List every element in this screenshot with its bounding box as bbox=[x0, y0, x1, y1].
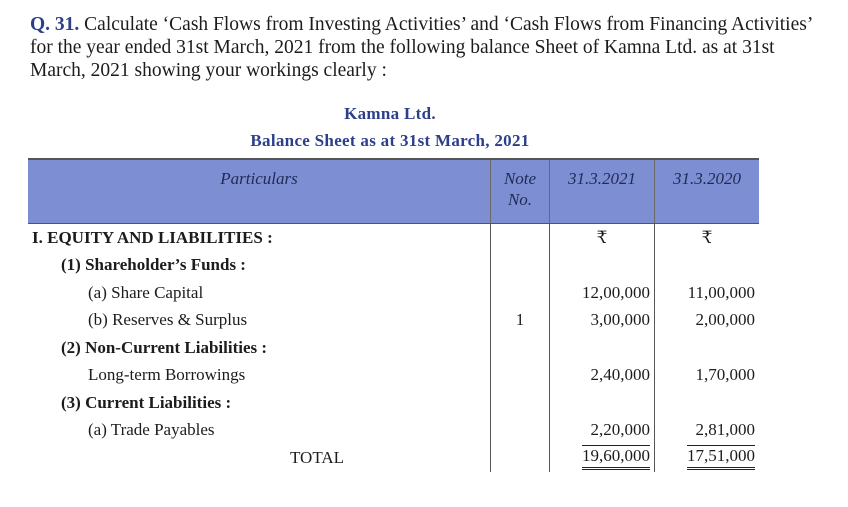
balance-sheet-title: Balance Sheet as at 31st March, 2021 bbox=[250, 131, 530, 150]
row-label: (1) Shareholder’s Funds : bbox=[61, 255, 246, 275]
header-2021: 31.3.2021 bbox=[550, 159, 655, 224]
header-particulars: Particulars bbox=[28, 159, 491, 224]
value-2021: 12,00,000 bbox=[550, 279, 655, 307]
value-2020 bbox=[655, 334, 760, 362]
value-2021: 2,20,000 bbox=[550, 417, 655, 445]
note-cell bbox=[491, 224, 550, 252]
note-cell bbox=[491, 334, 550, 362]
value-2020 bbox=[655, 389, 760, 417]
total-row bbox=[28, 444, 759, 472]
total-2020: 17,51,000 bbox=[687, 445, 755, 470]
total-label: TOTAL bbox=[289, 447, 345, 467]
row-label: Long-term Borrowings bbox=[88, 365, 246, 385]
note-cell bbox=[491, 279, 550, 307]
table-row bbox=[28, 224, 759, 252]
value-2020: 2,00,000 bbox=[655, 307, 760, 335]
table-header-row bbox=[28, 159, 759, 224]
row-label: (b) Reserves & Surplus bbox=[88, 310, 248, 330]
total-2021-cell bbox=[550, 444, 655, 472]
currency-symbol-2020: ₹ bbox=[655, 224, 760, 252]
table-row bbox=[28, 334, 759, 362]
total-2021: 19,60,000 bbox=[582, 445, 650, 470]
table-row bbox=[28, 252, 759, 280]
row-label: (a) Trade Payables bbox=[88, 420, 215, 440]
value-2021 bbox=[550, 334, 655, 362]
value-2020: 11,00,000 bbox=[655, 279, 760, 307]
currency-symbol-2021: ₹ bbox=[550, 224, 655, 252]
total-2020-cell bbox=[655, 444, 760, 472]
value-2021: 3,00,000 bbox=[550, 307, 655, 335]
table-row bbox=[28, 279, 759, 307]
value-2021 bbox=[550, 389, 655, 417]
section-heading: I. EQUITY AND LIABILITIES : bbox=[32, 227, 273, 247]
company-name: Kamna Ltd. bbox=[344, 104, 436, 123]
note-cell bbox=[491, 417, 550, 445]
table-row bbox=[28, 389, 759, 417]
table-row bbox=[28, 307, 759, 335]
note-cell bbox=[491, 362, 550, 390]
balance-sheet-table bbox=[28, 158, 759, 472]
note-cell bbox=[491, 389, 550, 417]
value-2020 bbox=[655, 252, 760, 280]
value-2020: 1,70,000 bbox=[655, 362, 760, 390]
table-row bbox=[28, 417, 759, 445]
value-2020: 2,81,000 bbox=[655, 417, 760, 445]
row-label: (a) Share Capital bbox=[88, 282, 204, 302]
row-label: (2) Non-Current Liabilities : bbox=[61, 337, 268, 357]
note-cell bbox=[491, 252, 550, 280]
question-number: Q. 31. bbox=[30, 14, 80, 35]
header-2020: 31.3.2020 bbox=[655, 159, 760, 224]
note-cell: 1 bbox=[491, 307, 550, 335]
question-text bbox=[30, 13, 830, 82]
table-row bbox=[28, 362, 759, 390]
header-note-no: Note No. bbox=[491, 159, 550, 224]
row-label: (3) Current Liabilities : bbox=[61, 392, 232, 412]
note-cell bbox=[491, 444, 550, 472]
value-2021 bbox=[550, 252, 655, 280]
question-body: Calculate ‘Cash Flows from Investing Activities’ and ‘Cash Flows from Financing Activities’ for the year ended 31st March, 2021 from the following balance Sheet of Kamna Ltd. as at 31st March, 2021 showing your workings clearly : bbox=[30, 14, 812, 81]
value-2021: 2,40,000 bbox=[550, 362, 655, 390]
